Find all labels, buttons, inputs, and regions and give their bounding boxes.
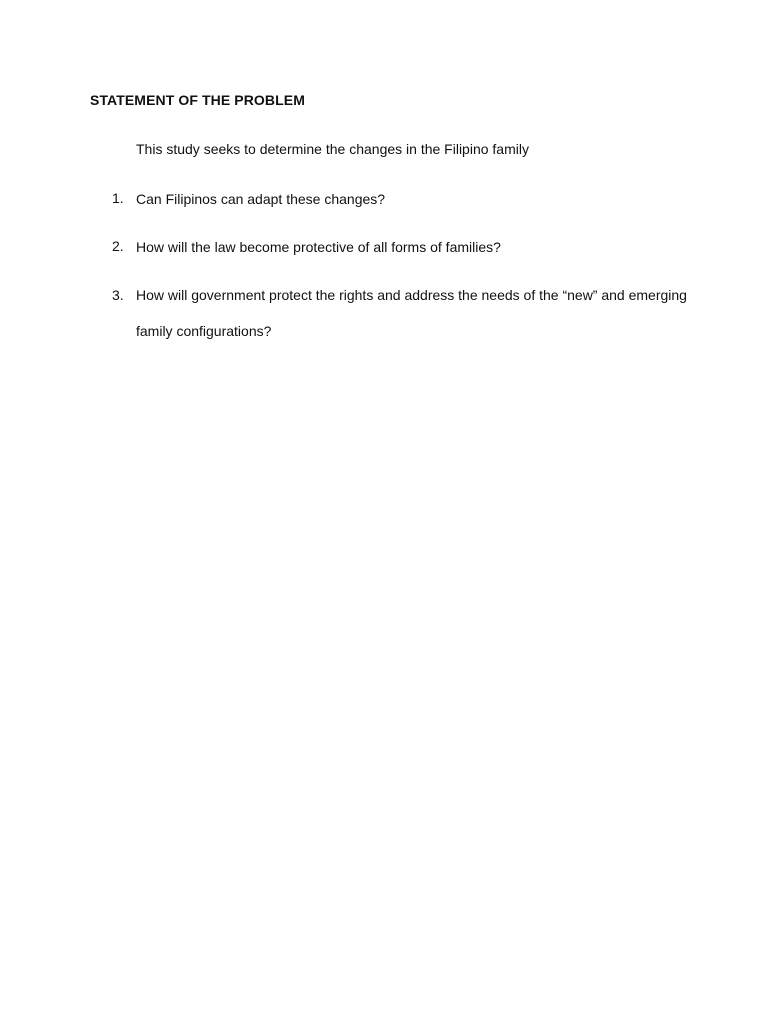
list-item-text: How will the law become protective of all forms of families? xyxy=(136,239,501,255)
section-heading: STATEMENT OF THE PROBLEM xyxy=(90,92,305,108)
intro-paragraph: This study seeks to determine the changes in the Filipino family xyxy=(136,141,529,157)
list-item-number: 1. xyxy=(112,190,124,206)
list-item-text: How will government protect the rights and address the needs of the “new” and emerging family configurations? xyxy=(136,287,687,339)
list-item-number: 3. xyxy=(112,287,124,303)
list-item-number: 2. xyxy=(112,238,124,254)
list-item-text: Can Filipinos can adapt these changes? xyxy=(136,191,386,207)
